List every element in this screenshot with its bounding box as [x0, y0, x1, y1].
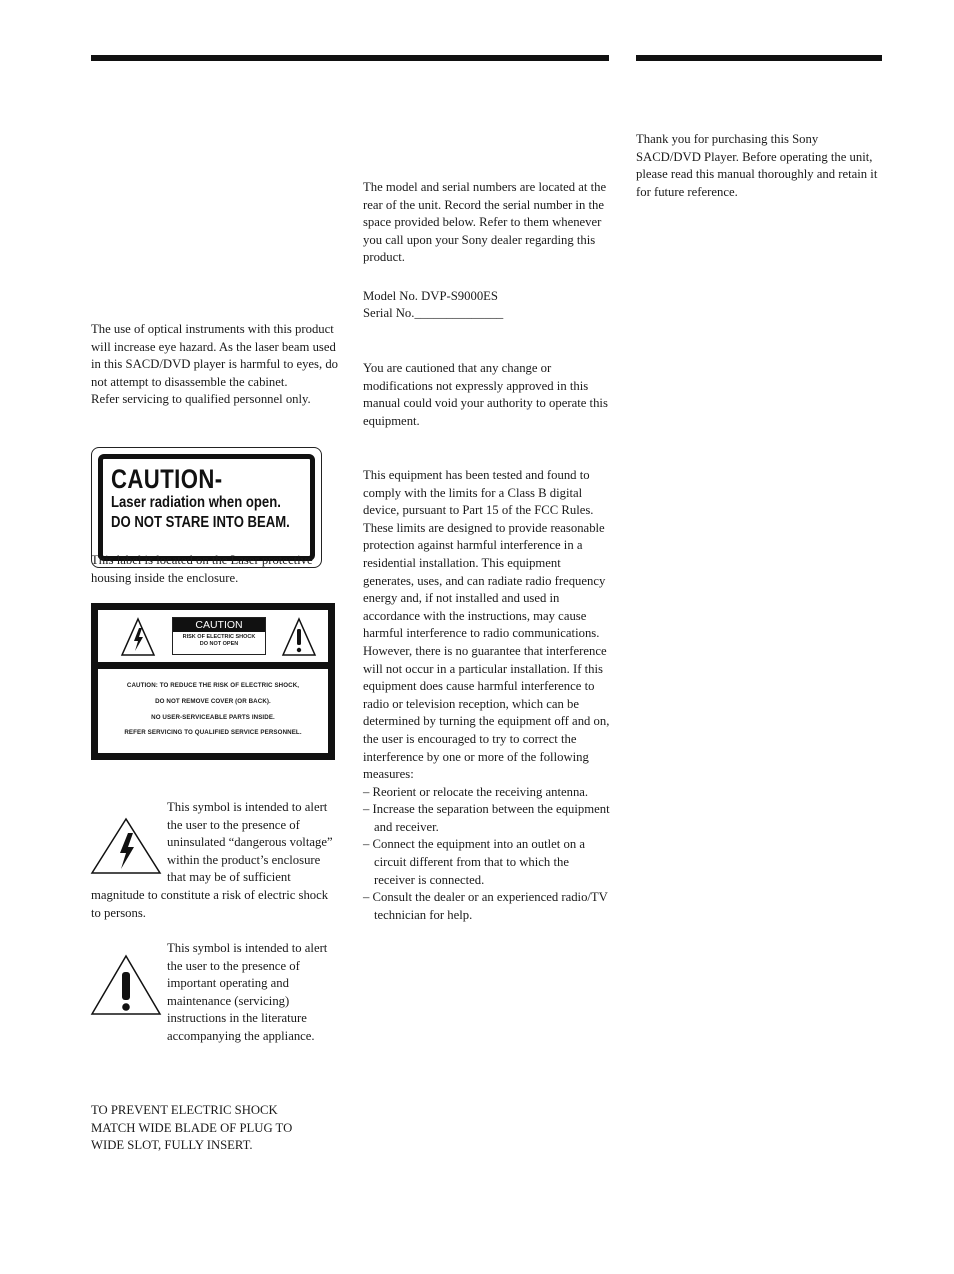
laser-warning-paragraph: The use of optical instruments with this product will increase eye hazard. As the laser beam used in this SACD/DVD player is harmful to eyes, do not attempt to disassemble the cabinet.: [91, 322, 339, 389]
refer-servicing-line: Refer servicing to qualified personnel only.: [91, 392, 311, 407]
lightning-symbol-description: This symbol is intended to alert the user to the presence of uninsulated “dangerous voltage” within the product’s enclosure that may be of sufficient magnitude to constitute a risk of electric shock to persons.: [91, 800, 333, 920]
header-rule-right: [636, 55, 882, 61]
laser-warning-text: [91, 321, 341, 409]
list-item: – Increase the separation between the equipment and receiver.: [363, 802, 610, 834]
lightning-symbol-text: [91, 799, 341, 922]
warning-line-3: NO USER-SERVICEABLE PARTS INSIDE.: [151, 714, 275, 721]
lightning-triangle-icon: [120, 617, 156, 657]
list-item: – Consult the dealer or an experienced radio/TV technician for help.: [363, 890, 608, 922]
serial-number: Serial No.______________: [363, 306, 504, 320]
caution-box-title: CAUTION: [173, 618, 265, 632]
plug-warning-text: TO PREVENT ELECTRIC SHOCK MATCH WIDE BLADE OF PLUG TO WIDE SLOT, FULLY INSERT.: [91, 1103, 293, 1153]
model-number: Model No. DVP-S9000ES: [363, 289, 498, 303]
exclamation-symbol-text: [91, 940, 341, 1046]
exclamation-triangle-icon: [281, 617, 317, 657]
warning-line-4: REFER SERVICING TO QUALIFIED SERVICE PERSONNEL.: [124, 729, 302, 736]
laser-caution-label-inner: [98, 454, 315, 561]
laser-caution-label: [91, 447, 322, 568]
caution-box: [172, 617, 266, 655]
electric-shock-warning-sign: [91, 603, 335, 760]
icon-spacer: [91, 799, 167, 871]
icon-spacer: [91, 940, 167, 1028]
fcc-paragraph: This equipment has been tested and found to comply with the limits for a Class B digital device, pursuant to Part 15 of the FCC Rules. These limits are designed to provide reasonable protection against harmful interference in a residential installation. This equipment generates, uses, and can radiate radio frequency energy and, if not installed and used in accordance with the instructions, may cause harmful interference to radio communications. However, there is no guarantee that interference will not occur in a particular installation. If this equipment does cause harmful interference to radio or television reception, which can be determined by turning the equipment off and on, the user is encouraged to try to correct the interference by one or more of the following measures:: [363, 468, 610, 782]
fcc-compliance-text: [363, 467, 611, 924]
warning-sign-body: [98, 669, 328, 753]
fcc-measures-list: [363, 784, 611, 925]
laser-label-line-2: DO NOT STARE INTO BEAM.: [111, 514, 290, 531]
header-rule-left: [91, 55, 609, 61]
list-item: – Reorient or relocate the receiving antenna.: [363, 784, 589, 799]
laser-label-line-1: Laser radiation when open.: [111, 494, 281, 511]
warning-sign-header: [98, 610, 328, 662]
serial-number-intro: The model and serial numbers are located at the rear of the unit. Record the serial number in the space provided below. Refer to them whenever you call upon your Sony dealer regarding this product.: [363, 180, 607, 265]
risk-of-shock-line: RISK OF ELECTRIC SHOCK: [182, 634, 256, 640]
exclamation-symbol-description: This symbol is intended to alert the user to the presence of important operating and maintenance (servicing) instructions in the literature accompanying the appliance.: [167, 941, 328, 1043]
warning-line-1: CAUTION: TO REDUCE THE RISK OF ELECTRIC SHOCK,: [126, 682, 300, 689]
warning-line-2: DO NOT REMOVE COVER (OR BACK).: [155, 698, 271, 705]
modification-caution: You are cautioned that any change or modifications not expressly approved in this manual could void your authority to operate this equipment.: [363, 361, 608, 428]
label-location-text: This label is located on the Laser protective housing inside the enclosure.: [91, 553, 313, 585]
laser-label-title: CAUTION-: [111, 464, 223, 494]
thank-you-text: Thank you for purchasing this Sony SACD/DVD Player. Before operating the unit, please read this manual thoroughly and retain it for future reference.: [636, 132, 878, 199]
list-item: – Connect the equipment into an outlet on a circuit different from that to which the receiver is connected.: [363, 837, 585, 887]
do-not-open-line: DO NOT OPEN: [199, 641, 239, 647]
